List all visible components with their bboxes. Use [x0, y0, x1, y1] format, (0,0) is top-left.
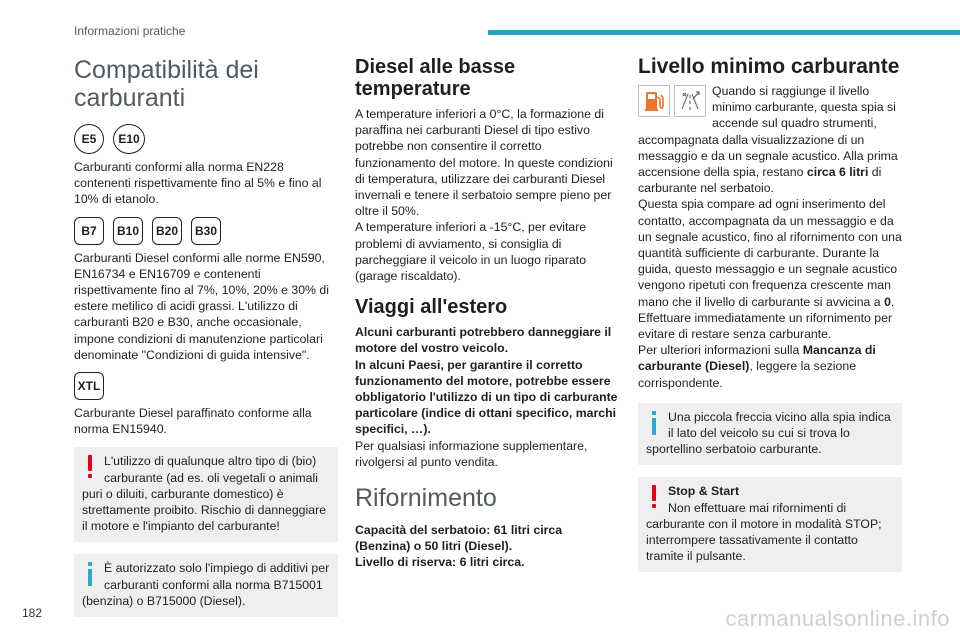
footer-watermark: carmanualsonline.info — [725, 606, 950, 631]
refuel-capacity: Capacità del serbatoio: 61 litri circa (Benzina) o 50 litri (Diesel). — [355, 523, 563, 554]
low-fuel-p1-a: Quando si raggiunge il livello minimo carburante, questa spia si accende sul quadro strumenti, accompagnata dalla visualizzazione di un messaggio e da un segnale acustico. Alla prima accensione della spia, restano — [638, 84, 898, 180]
low-fuel-p4-bold: Mancanza di carburante (Diesel) — [638, 343, 876, 374]
low-fuel-p1-b: di carburante nel serbatoio. — [638, 165, 882, 196]
warning-note — [74, 447, 338, 542]
page-number: 182 — [22, 606, 43, 620]
xtl-text: Carburante Diesel paraffinato conforme alla norma EN15940. — [74, 406, 312, 437]
info-note-filler-flap — [638, 403, 902, 466]
filler-flap-text: Una piccola freccia vicino alla spia indica il lato del veicolo su cui si trova lo sportellino serbatoio carburante. — [646, 409, 891, 457]
low-fuel-p2-bold: 0 — [884, 294, 891, 309]
info-text: È autorizzato solo l'impiego di additivi per carburanti conformi alla norma B715001 (benzina) o B715000 (Diesel). — [82, 561, 330, 608]
low-fuel-p1-bold: circa 6 litri — [806, 165, 869, 180]
warning-note-stop-start — [638, 477, 902, 572]
section-title-diesel-cold: Diesel alle basse temperature — [355, 56, 516, 100]
section-title-refuel: Rifornimento — [355, 484, 497, 513]
badge-b7: B7 — [74, 217, 104, 245]
low-fuel-p4-b: , leggere la sezione corrispondente. — [638, 359, 857, 390]
section-title-low-fuel: Livello minimo carburante — [638, 55, 900, 78]
xtl-badges — [74, 372, 338, 400]
badge-e5: E5 — [74, 124, 104, 154]
petrol-badges — [74, 124, 338, 154]
fuel-pump-icon — [638, 85, 670, 117]
low-fuel-paragraph-2 — [638, 196, 902, 309]
abroad-text: Per qualsiasi informazione supplementare, rivolgersi al punto vendita. — [355, 438, 588, 469]
diesel-badges — [74, 217, 338, 245]
column-low-fuel — [638, 56, 902, 572]
low-fuel-paragraph-4 — [638, 342, 902, 391]
abroad-bold-1: Alcuni carburanti potrebbero danneggiare il motore del vostro veicolo. — [355, 325, 612, 356]
column-diesel-travel-refuel — [355, 56, 620, 571]
section-title-compatibility: Compatibilità dei carburanti — [74, 56, 259, 112]
low-fuel-p4-a: Per ulteriori informazioni sulla — [638, 343, 803, 358]
badge-b10: B10 — [113, 217, 143, 245]
badge-xtl: XTL — [74, 372, 104, 400]
diesel-cold-text-1: A temperature inferiori a 0°C, la formazione di paraffina nei carburanti Diesel di tipo estivo potrebbe non consentire il corretto funzionamento del motore. In queste condizioni di temperatura, utilizzare dei carburanti Diesel invernali e tenere il serbatoio sempre pieno per oltre il 50%. — [355, 107, 613, 219]
column-fuel-compatibility — [74, 56, 338, 617]
section-title-abroad: Viaggi all'estero — [355, 296, 508, 319]
diesel-text: Carburanti Diesel conformi alle norme EN590, EN16734 e EN16709 e contenenti rispettivamente fino al 7%, 10%, 20% e 30% di estere metilico di acidi grassi. L'utilizzo di carburanti B20 e B30, anche occasionale, impone condizioni di manutenzione particolari denominate "Condizioni di guida intensive". — [74, 250, 329, 362]
header-accent-bar — [488, 30, 960, 35]
info-icon — [646, 409, 664, 439]
abroad-bold-2: In alcuni Paesi, per garantire il corretto funzionamento del motore, potrebbe essere obbligatorio l'utilizzo di un tipo di carburante particolare (indice di ottani specifico, marchi specifici, …). — [355, 357, 618, 437]
diesel-cold-text-2: A temperature inferiori a -15°C, per evitare problemi di avviamento, si consiglia di parcheggiare il veicolo in un luogo riparato (garage riscaldato). — [355, 220, 587, 284]
warning-text: L'utilizzo di qualunque altro tipo di (bio) carburante (ad es. oli vegetali o animali puri o diluiti, carburante domestico) è strettamente proibito. Rischio di danneggiare il motore e l'impianto del carburante! — [82, 454, 327, 534]
low-fuel-p2-b: . — [890, 294, 895, 309]
warning-lamp-icons — [638, 85, 706, 117]
badge-b30: B30 — [191, 217, 221, 245]
badge-b20: B20 — [152, 217, 182, 245]
refuel-reserve: Livello di riserva: 6 litri circa. — [355, 555, 525, 570]
badge-e10: E10 — [113, 124, 145, 154]
low-fuel-p2-a: Questa spia compare ad ogni inserimento del contatto, accompagnata da un messaggio e da un segnale acustico, fino al rifornimento con una quantità sufficiente di carburante. Durante la guida, questo messaggio e un segnale acustico vengono ripetuti con frequenza crescente man mano che il livello di carburante si avvicina a — [638, 197, 902, 309]
low-fuel-paragraph-3: Effettuare immediatamente un rifornimento per evitare di restare senza carburante. — [638, 310, 893, 342]
page-header-section: Informazioni pratiche — [74, 24, 186, 38]
stop-start-text: Non effettuare mai rifornimenti di carburante con il motore in modalità STOP; interrompere tassativamente il contatto tramite il pulsante. — [646, 500, 882, 564]
warning-icon — [82, 453, 100, 483]
info-note — [74, 554, 338, 617]
petrol-text: Carburanti conformi alla norma EN228 contenenti rispettivamente fino al 5% e fino al 10% di etanolo. — [74, 160, 322, 207]
range-warning-icon — [674, 85, 706, 117]
info-icon — [82, 560, 100, 590]
warning-icon — [646, 483, 664, 513]
stop-start-title: Stop & Start — [668, 484, 740, 499]
